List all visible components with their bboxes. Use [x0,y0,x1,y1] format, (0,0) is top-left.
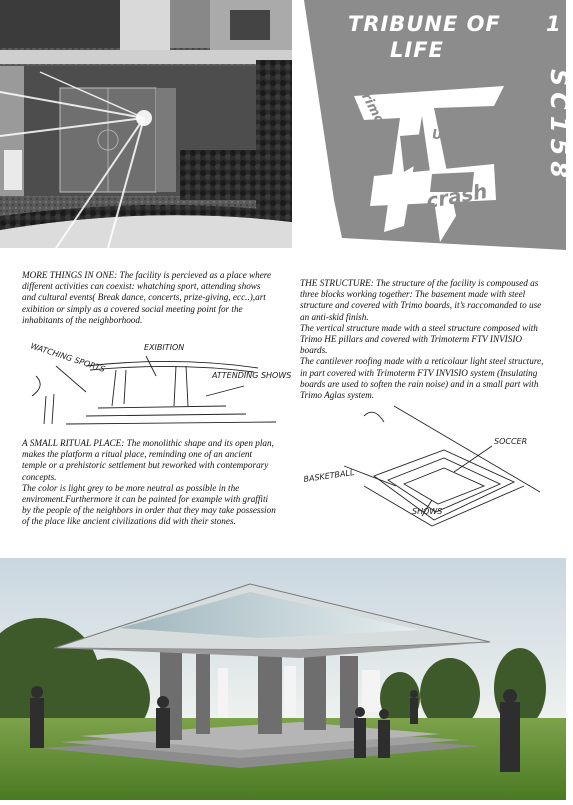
logo-word-trimo: Trimo [354,84,388,128]
structure-paragraph-2: The vertical structure made with a steel structure composed with Trimo HE pillars and covered with Trimoterm FTV INVISIO boards. [300,322,538,356]
aerial-site-photo [0,0,292,248]
structure-paragraph-1: THE STRUCTURE: The structure of the facility is compoused as three blocks working together: The basement made with steel structure and covered with Trimo boards, it’s raccomanded to use an anti-skid finish. [300,278,542,322]
sketch-label-exibition: EXIBITION [144,343,185,352]
sketch-label-watching-sports: WATCHING SPORTS [29,341,107,374]
ritual-paragraph-1: A SMALL RITUAL PLACE: The monolithic shape and its open plan, makes the platform a ritual place, reminding one of an ancient temple or a prehistoric settlement but reworked with contemporary concepts. [22,438,274,482]
structure-paragraph-3: The cantilever roofing made with a reticolaur light steel structure, in part covered with Trimoterm FTV INVISIO system (Insulating boards are used to soften the rain noise) and in a small part with Trimo Aglas system. [300,356,544,401]
section-more-things-in-one: MORE THINGS IN ONE: The facility is percieved as a place where different activities can coexist: whatching sport, attending shows and cultural events( Break dance, concerts, prize-giving, ecc..),art exibition or simply as a covered social meeting point for the inhabitants of the neighborhood. [22,270,272,325]
title-line-1: TRIBUNE OF [348,12,501,36]
ritual-paragraph-2: The color is light grey to be more neutral as possible in the enviroment.Furthermore it can be painted for example with graffiti by the people of the neighbors in order that they may take possession of the place like ancient civilizations did with their stones. [22,482,276,527]
title-panel [304,0,573,250]
section-structure [300,278,548,401]
aerial-map-graphic [0,0,292,248]
sketch-platform-activities [26,336,292,428]
sketch-label-soccer: SOCCER [494,437,528,446]
sketch-label-basketball: BASKETBALL [303,467,355,484]
project-code: SC158 [545,69,573,184]
sketch-label-attending-shows: ATTENDING SHOWS [212,371,292,380]
sketch-label-shows: SHOWS [412,507,443,516]
pavilion-render-graphic [0,558,566,800]
title-line-2: LIFE [390,38,444,62]
logo-word-urban: Urban [432,128,477,143]
page-number: 1 [546,12,562,36]
logo-word-crash: crash [424,178,489,214]
pavilion-render [0,558,566,800]
sketch-platform-plan [304,396,544,536]
section-small-ritual-place [22,438,278,528]
